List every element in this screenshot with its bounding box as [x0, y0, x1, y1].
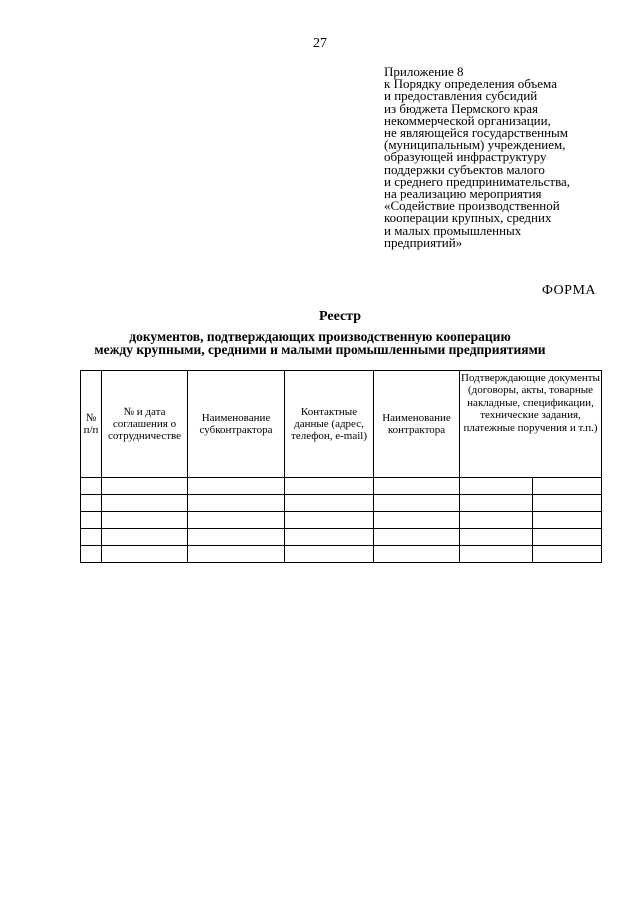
header-documents: Подтверждающие документы (договоры, акты, товарные накладные, спецификации, технические задания, платежные поручения и т.п.): [460, 371, 602, 478]
appendix-line: на реализацию мероприятия: [384, 186, 542, 202]
appendix-line: (муниципальным) учреждением,: [384, 137, 566, 153]
appendix-line: образующей инфраструктуру: [384, 149, 547, 165]
table-cell: [460, 512, 533, 529]
appendix-line: и малых промышленных: [384, 222, 522, 238]
appendix-line: не являющейся государственным: [384, 125, 568, 141]
table-cell: [81, 529, 102, 546]
table-cell: [102, 495, 188, 512]
header-agreement: № и дата соглашения о сотрудничестве: [102, 371, 188, 478]
table-cell: [188, 495, 285, 512]
table-cell: [533, 512, 602, 529]
table-cell: [533, 495, 602, 512]
table-cell: [374, 478, 460, 495]
table-header-row: [81, 371, 602, 478]
table-row: [81, 495, 602, 512]
table-cell: [285, 512, 374, 529]
table-cell: [533, 546, 602, 563]
table-cell: [374, 529, 460, 546]
table-row: [81, 478, 602, 495]
table-cell: [285, 529, 374, 546]
header-contractor: Наименование контрактора: [374, 371, 460, 478]
table-row: [81, 512, 602, 529]
appendix-line: из бюджета Пермского края: [384, 100, 539, 116]
appendix-line: кооперации крупных, средних: [384, 210, 552, 226]
table-cell: [533, 478, 602, 495]
header-contacts: Контактные данные (адрес, телефон, e-mail): [285, 371, 374, 478]
subtitle-line: между крупными, средними и малыми промышленными предприятиями: [94, 342, 546, 357]
table-cell: [81, 546, 102, 563]
table-cell: [374, 546, 460, 563]
header-subcontractor: Наименование субконтрактора: [188, 371, 285, 478]
table-cell: [188, 512, 285, 529]
registry-subtitle: [0, 330, 640, 356]
table-cell: [285, 495, 374, 512]
appendix-line: и среднего предпринимательства,: [384, 173, 571, 189]
appendix-line: предприятий»: [384, 234, 463, 250]
appendix-line: некоммерческой организации,: [384, 112, 551, 128]
appendix-line: Приложение 8: [384, 64, 464, 79]
appendix-block: [384, 66, 624, 249]
table-cell: [460, 529, 533, 546]
header-num: № п/п: [81, 371, 102, 478]
table-cell: [102, 512, 188, 529]
subtitle-line: документов, подтверждающих производственную кооперацию: [129, 329, 511, 344]
form-label: ФОРМА: [541, 283, 596, 298]
table-cell: [188, 546, 285, 563]
appendix-line: и предоставления субсидий: [384, 88, 538, 104]
table-cell: [102, 546, 188, 563]
appendix-line: «Содействие производственной: [384, 198, 560, 214]
table-cell: [81, 495, 102, 512]
table-cell: [102, 478, 188, 495]
table-cell: [533, 529, 602, 546]
table-cell: [81, 478, 102, 495]
table-cell: [81, 512, 102, 529]
table-cell: [285, 546, 374, 563]
table-cell: [460, 546, 533, 563]
registry-title: Реестр: [318, 309, 361, 324]
appendix-line: поддержки субъектов малого: [384, 161, 545, 177]
table-row: [81, 529, 602, 546]
table-cell: [374, 512, 460, 529]
table-cell: [460, 495, 533, 512]
table-cell: [188, 478, 285, 495]
appendix-line: к Порядку определения объема: [384, 76, 557, 92]
page-number: 27: [313, 36, 327, 51]
table-cell: [460, 478, 533, 495]
table-cell: [285, 478, 374, 495]
table-cell: [102, 529, 188, 546]
table-row: [81, 546, 602, 563]
table-cell: [188, 529, 285, 546]
table-cell: [374, 495, 460, 512]
registry-table: [80, 370, 602, 563]
